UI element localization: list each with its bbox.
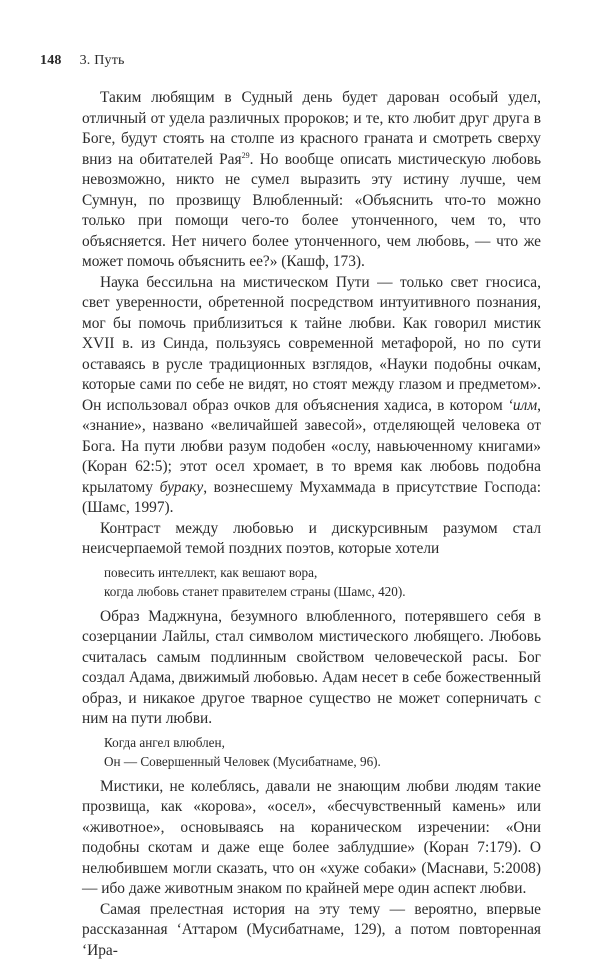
verse-line: Когда ангел влюблен, (104, 733, 541, 753)
paragraph: Мистики, не колеблясь, давали не знающим любви людям такие прозвища, как «корова», «осел», «бесчувственный камень» или «животное», основываясь на кораническом изречении: «Они подобны скотам и даже еще более заблудшие» (Коран 7:179). О нелюбившем могли сказать, что он «хуже собаки» (Маснави, 5:2008) — ибо даже животным знаком по крайней мере один аспект любви. (82, 777, 541, 900)
page-number: 148 (40, 53, 62, 68)
verse-line: Он — Совершенный Человек (Мусибатнаме, 96). (104, 752, 541, 772)
paragraph: Наука бессильна на мистическом Пути — только свет гносиса, свет уверенности, обретенной посредством интуитивного познания, мог бы помочь приблизиться к тайне любви. Как говорил мистик XVII в. из Синда, пользуясь современной метафорой, но по сути оставаясь в русле традиционных взглядов, «Науки подобны очкам, которые сами по себе не видят, но стоят между глазом и предметом». Он использовал образ очков для объяснения хадиса, в котором ʻилм, «знание», названо «величайшей завесой», отделяющей человека от Бога. На пути любви разум подобен «ослу, навьюченному книгами» (Коран 62:5); этот осел хромает, в то время как любовь подобна крылатому бураку, вознесшему Мухаммада в присутствие Господа: (Шамс, 1997). (82, 273, 541, 519)
paragraph: Самая прелестная история на эту тему — вероятно, впервые рассказанная ʻАттаром (Мусибатнаме, 129), а потом повторенная ʻИра- (82, 900, 541, 961)
verse-quote (104, 563, 541, 602)
paragraph: Таким любящим в Судный день будет дарован особый удел, отличный от удела различных пророков; и те, кто любит друг друга в Боге, будут стоять на столпе из красного граната и смотреть сверху вниз на обитателей Рая$^{29}$. Но вообще описать мистическую любовь невозможно, никто не сумел выразить эту истину лучше, чем Сумнун, по прозвищу Влюбленный: «Объяснить что-то можно только при помощи чего-то более утонченного, чем то, что объясняется. Нет ничего более утонченного, чем любовь, — что же может помочь объяснить ее?» (Кашф, 173). (82, 88, 541, 273)
running-header (40, 53, 125, 69)
italic-term: ʻилм (508, 397, 537, 414)
body-text (82, 88, 541, 961)
verse-quote (104, 733, 541, 772)
footnote-marker: 29 (242, 150, 250, 159)
paragraph: Образ Маджнуна, безумного влюбленного, потерявшего себя в созерцании Лайлы, стал символом мистического любящего. Любовь считалась самым подлинным свойством человеческой расы. Бог создал Адама, движимый любовью. Адам несет в себе божественный образ, и никакое другое тварное существо не может соперничать с ним на пути любви. (82, 607, 541, 730)
verse-line: повесить интеллект, как вешают вора, (104, 563, 541, 583)
italic-term: бураку (160, 479, 204, 496)
chapter-title: 3. Путь (80, 53, 125, 68)
verse-line: когда любовь станет правителем страны (Шамс, 420). (104, 582, 541, 602)
paragraph: Контраст между любовью и дискурсивным разумом стал неисчерпаемой темой поздних поэтов, которые хотели (82, 519, 541, 560)
